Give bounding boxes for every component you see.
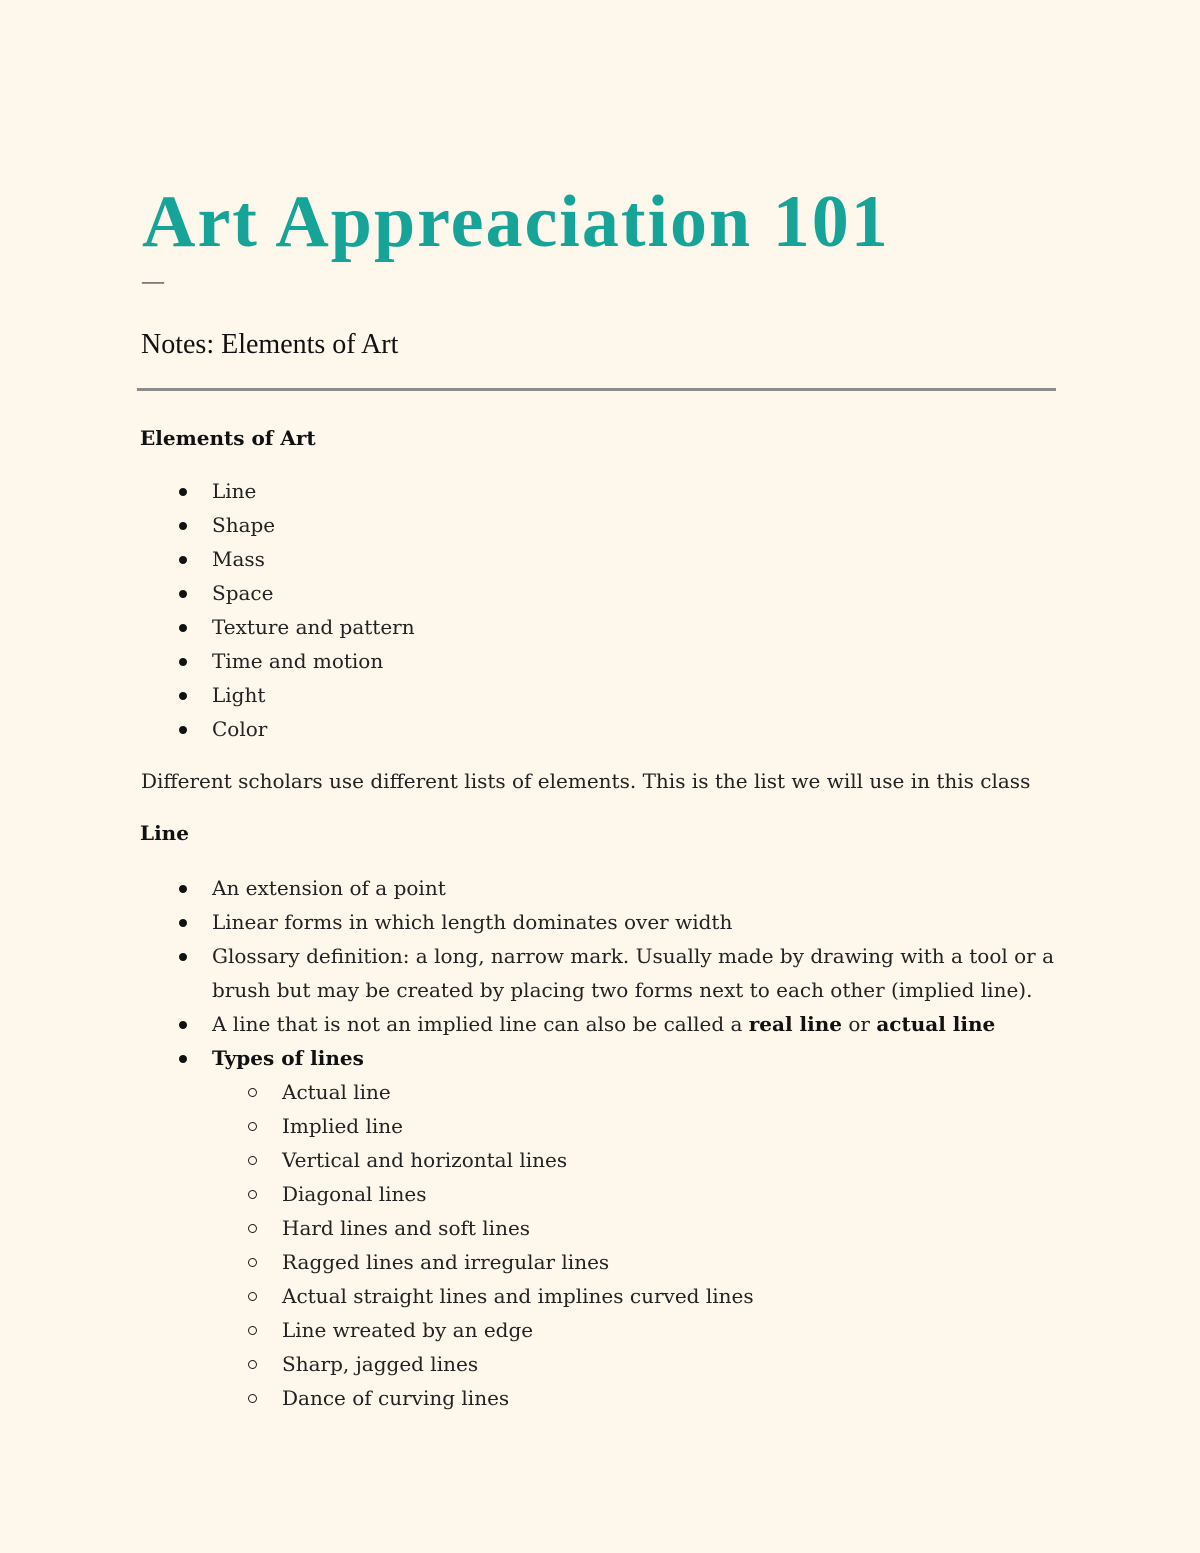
elements-note: Different scholars use different lists of elements. This is the list we will use in this class: [141, 769, 1031, 793]
hollow-bullet-icon: [248, 1326, 257, 1335]
list-item: Mass: [0, 542, 1072, 576]
line-list: [0, 871, 1072, 1415]
sublist-item: Hard lines and soft lines: [0, 1211, 1072, 1245]
sublist-item: Dance of curving lines: [0, 1381, 1072, 1415]
document-subtitle: Notes: Elements of Art: [141, 329, 399, 360]
bullet-icon: [179, 692, 187, 700]
bullet-icon: [179, 1021, 187, 1029]
sublist-item: Implied line: [0, 1109, 1072, 1143]
hollow-bullet-icon: [248, 1190, 257, 1199]
bullet-icon: [179, 488, 187, 496]
list-item: Texture and pattern: [0, 610, 1072, 644]
bullet-icon: [179, 1055, 187, 1063]
horizontal-rule: [137, 388, 1056, 391]
hollow-bullet-icon: [248, 1156, 257, 1165]
hollow-bullet-icon: [248, 1224, 257, 1233]
types-of-lines-heading: Types of lines: [212, 1046, 364, 1070]
list-item: [0, 1041, 1072, 1415]
list-item: Time and motion: [0, 644, 1072, 678]
sublist-item: Actual line: [0, 1075, 1072, 1109]
document-title: Art Appreaciation 101: [142, 181, 890, 263]
real-line-term: real line: [748, 1012, 843, 1036]
list-item: Line: [0, 474, 1072, 508]
hollow-bullet-icon: [248, 1394, 257, 1403]
real-line-joiner: or: [842, 1012, 877, 1036]
bullet-icon: [179, 624, 187, 632]
bullet-icon: [179, 522, 187, 530]
bullet-icon: [179, 953, 187, 961]
actual-line-term: actual line: [876, 1012, 996, 1036]
bullet-icon: [179, 556, 187, 564]
sublist-item: Diagonal lines: [0, 1177, 1072, 1211]
hollow-bullet-icon: [248, 1088, 257, 1097]
hollow-bullet-icon: [248, 1258, 257, 1267]
bullet-icon: [179, 590, 187, 598]
sublist-item: Ragged lines and irregular lines: [0, 1245, 1072, 1279]
bullet-icon: [179, 658, 187, 666]
sublist-item: Sharp, jagged lines: [0, 1347, 1072, 1381]
sublist-item: Line wreated by an edge: [0, 1313, 1072, 1347]
list-item: Glossary definition: a long, narrow mark. Usually made by drawing with a tool or a brush but may be created by placing two forms next to each other (implied line).: [0, 939, 1072, 1007]
elements-heading: Elements of Art: [140, 426, 316, 450]
elements-list: [0, 474, 1072, 746]
hollow-bullet-icon: [248, 1360, 257, 1369]
hollow-bullet-icon: [248, 1292, 257, 1301]
types-of-lines-list: [0, 1075, 1072, 1415]
list-item: Space: [0, 576, 1072, 610]
line-heading: Line: [140, 821, 189, 845]
title-dash: —: [142, 268, 164, 293]
sublist-item: Vertical and horizontal lines: [0, 1143, 1072, 1177]
real-line-prefix: A line that is not an implied line can also be called a: [212, 1012, 749, 1036]
sublist-item: Actual straight lines and implines curved lines: [0, 1279, 1072, 1313]
list-item: An extension of a point: [0, 871, 1072, 905]
list-item: [0, 1007, 1072, 1041]
bullet-icon: [179, 919, 187, 927]
bullet-icon: [179, 726, 187, 734]
list-item: Linear forms in which length dominates over width: [0, 905, 1072, 939]
list-item: Shape: [0, 508, 1072, 542]
list-item: Color: [0, 712, 1072, 746]
hollow-bullet-icon: [248, 1122, 257, 1131]
bullet-icon: [179, 885, 187, 893]
list-item: Light: [0, 678, 1072, 712]
